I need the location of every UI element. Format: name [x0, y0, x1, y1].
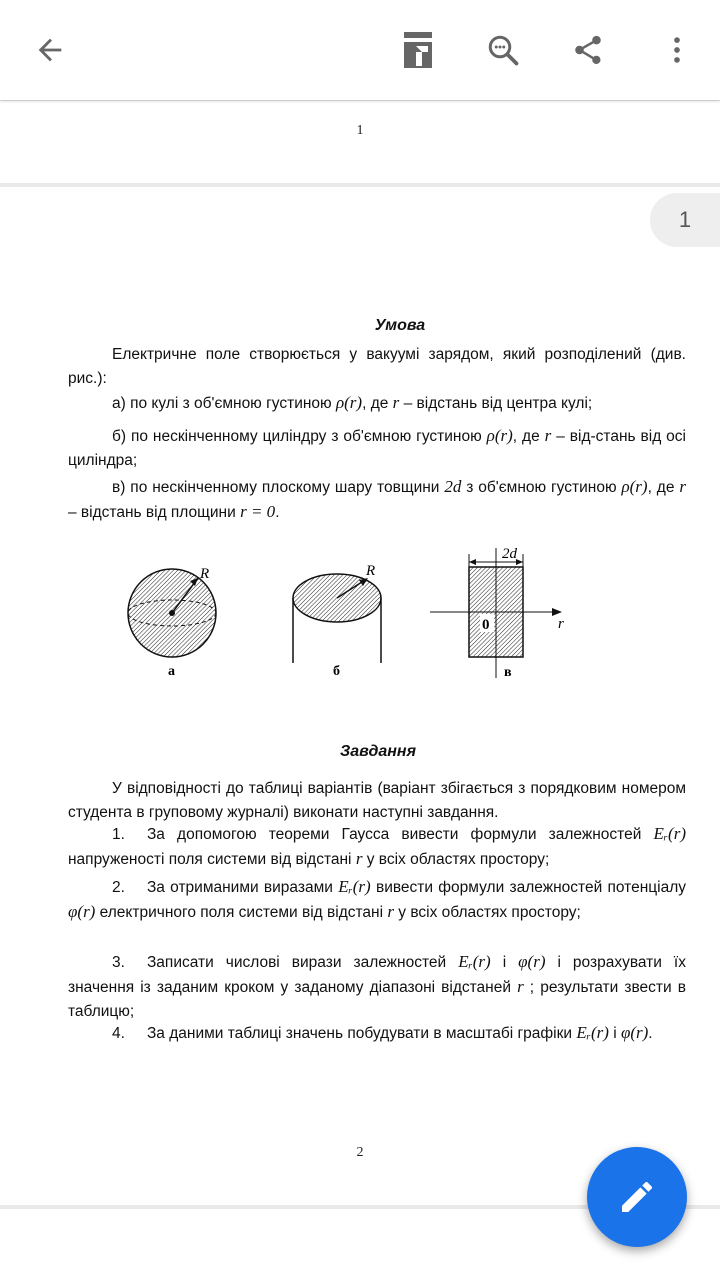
caption-b: б — [333, 664, 340, 679]
previous-page — [0, 101, 720, 183]
tasks-heading: Завдання — [340, 743, 416, 760]
back-button[interactable] — [25, 25, 75, 75]
page-number-bottom: 2 — [356, 1145, 364, 1160]
condition-intro: Електричне поле створюється у вакуумі зарядом, який розподілений (див. рис.): — [68, 346, 686, 387]
cylinder-diagram — [293, 563, 381, 679]
reading-mode-button[interactable] — [393, 25, 443, 75]
tasks-intro: У відповідності до таблиці варіантів (варіант збігається з порядковим номером студента в груповому журналі) виконати наступні завдання. — [68, 780, 686, 821]
task-1: 1. За допомогою теореми Гаусса вивести формули залежностей Eᵣ(r) напруженості поля системи від відстані r у всіх областях простору; — [68, 824, 686, 868]
reading-mode-icon — [402, 30, 434, 70]
sphere-diagram — [128, 566, 216, 679]
page-indicator-badge: 1 — [650, 193, 720, 247]
thickness-label: 2d — [502, 546, 517, 562]
origin-label: 0 — [482, 617, 490, 633]
toolbar — [0, 0, 720, 100]
caption-v: в — [504, 665, 512, 680]
back-arrow-icon — [33, 33, 67, 67]
task-4: 4. За даними таблиці значень побудувати в масштабі графіки Eᵣ(r) і φ(r). — [112, 1023, 653, 1042]
condition-item-a: а) по кулі з об'ємною густиною ρ(r), де r – відстань від центра кулі; — [112, 393, 593, 412]
edit-pencil-icon — [617, 1177, 657, 1217]
task-2: 2. За отриманими виразами Eᵣ(r) вивести формули залежностей потенціалу φ(r) електричного поля системи від відстані r у всіх областях простору; — [68, 877, 687, 921]
zoom-search-icon — [485, 32, 521, 68]
cylinder-radius-label: R — [366, 563, 376, 579]
share-button[interactable] — [563, 25, 613, 75]
plane-layer-diagram — [430, 546, 564, 680]
more-vert-icon — [660, 33, 694, 67]
axis-r-label: r — [558, 616, 564, 632]
condition-heading: Умова — [374, 317, 426, 334]
task-3: 3. Записати числові вирази залежностей Eᵣ(r) і φ(r) і розрахувати їх значення із заданим кроком у заданому діапазоні відстаней r ; результати звести в таблицю; — [68, 952, 686, 1020]
caption-a: а — [168, 664, 175, 679]
more-options-button[interactable] — [652, 25, 702, 75]
charge-distribution-figure — [110, 540, 590, 690]
page-number: 1 — [356, 123, 364, 138]
document-page — [0, 187, 720, 1205]
condition-item-c: в) по нескінченному плоскому шару товщини 2d з об'ємною густиною ρ(r), де r – відстань від площини r = 0. — [68, 477, 687, 521]
share-icon — [571, 33, 605, 67]
sphere-radius-label: R — [200, 566, 210, 582]
edit-fab-button[interactable] — [587, 1147, 687, 1247]
find-in-page-button[interactable] — [478, 25, 528, 75]
condition-item-b: б) по нескінченному циліндру з об'ємною густиною ρ(r), де r – від-стань від осі циліндра; — [68, 426, 686, 469]
